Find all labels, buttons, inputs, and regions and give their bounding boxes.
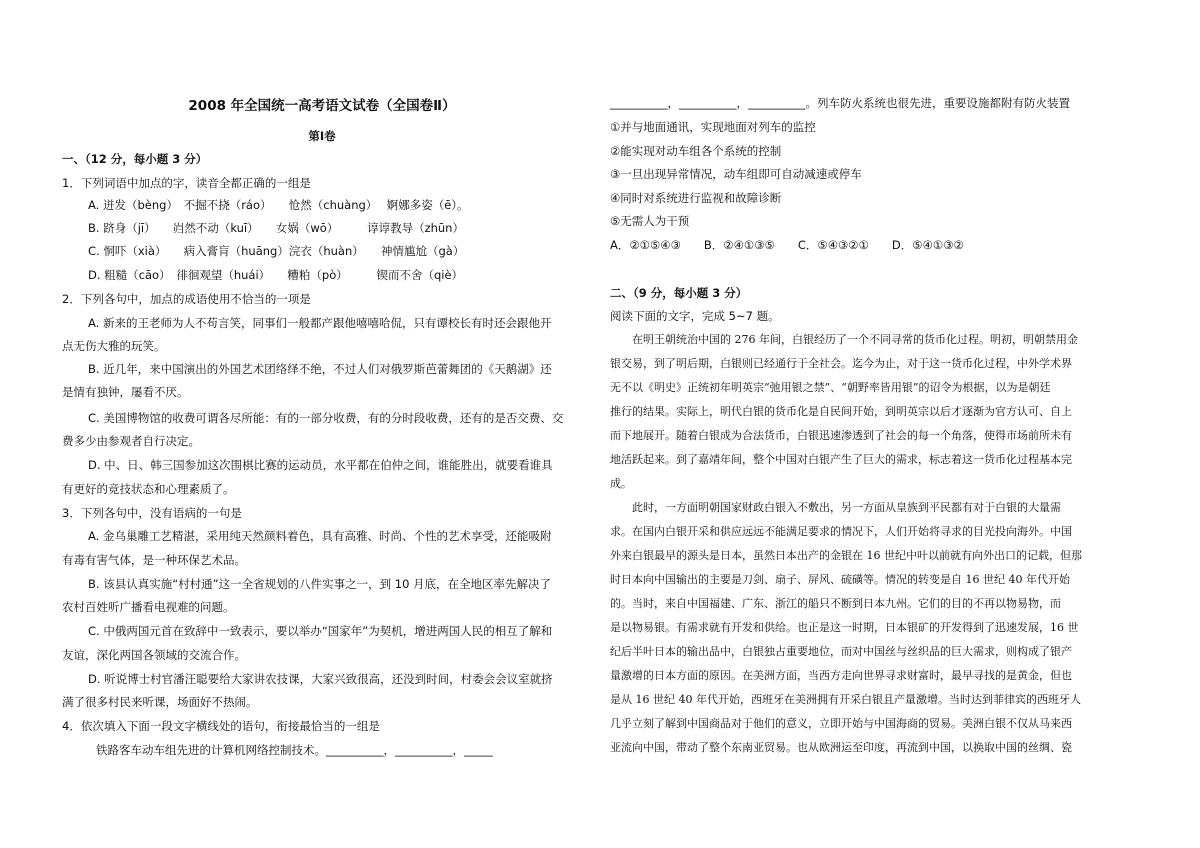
paragraph-line: 在明王朝统治中国的 276 年间，白银经历了一个不同寻常的货币化过程。明初，明朝禁用金: [610, 333, 1078, 346]
question-3-option-a-line1: A. 金乌巢雕工艺精湛，采用纯天然颜料着色，具有高雅、时尚、个性的艺术享受，还能吸附: [88, 529, 552, 543]
paragraph-line: 时日本向中国输出的主要是刀剑、扇子、屏风、硫磺等。情况的转变是自 16 世纪 40 年代开始: [610, 573, 1070, 586]
paragraph-line: 几乎立刻了解到中国商品对于他们的意义，立即开始与中国海商的贸易。美洲白银不仅从马来西: [610, 717, 1072, 730]
reading-intro: 阅读下面的文字，完成 5~7 题。: [610, 309, 780, 323]
question-3-option-b-line1: B. 该县认真实施“村村通”这一全省规划的八件实事之一，到 10 月底，在全地区率先解决了: [88, 577, 552, 591]
question-3-option-b-line2: 农村百姓听广播看电视难的问题。: [62, 600, 235, 614]
question-2-option-b-line1: B. 近几年，来中国演出的外国艺术团络绎不绝，不过人们对俄罗斯芭蕾舞团的《天鹅湖》还: [88, 362, 552, 376]
volume-label: 第Ⅰ卷: [308, 129, 336, 143]
option-3: ③一旦出现异常情况，动车组即可自动减速或停车: [610, 167, 862, 181]
paragraph-line: 成。: [610, 477, 632, 490]
question-2-option-a-line2: 点无伤大雅的玩笑。: [62, 339, 166, 353]
paragraph-line: 地活跃起来。到了嘉靖年间，整个中国对白银产生了巨大的需求，标志着这一货币化过程基本完: [610, 453, 1072, 466]
question-1-option-b: B. 跻身（jī） 岿然不动（kuī） 女娲（wō） 谆谆教导（zhūn）: [88, 221, 464, 235]
option-5: ⑤无需人为干预: [610, 214, 690, 228]
option-2: ②能实现对动车组各个系统的控制: [610, 144, 782, 158]
question-3-option-d-line1: D. 听说博士村官潘汪聪要给大家讲农技课，大家兴致很高，还没到时间，村委会会议室就挤: [88, 672, 553, 686]
paragraph-line: 纪后半叶日本的输出品中，白银独占重要地位，而对中国丝与丝织品的巨大需求，则构成了银产: [610, 645, 1072, 658]
paragraph-line: 推行的结果。实际上，明代白银的货币化是自民间开始，到明英宗以后才逐渐为官方认可、自上: [610, 405, 1072, 418]
option-1: ①并与地面通讯，实现地面对列车的监控: [610, 120, 816, 134]
paragraph-line: 量激增的日本方面的原因。在美洲方面，当西方走向世界寻求财富时，最早寻找的是黄金，但也: [610, 669, 1072, 682]
section-2-heading: 二、（9 分，每小题 3 分）: [610, 286, 748, 300]
question-4: 4．依次填入下面一段文字横线处的语句，衔接最恰当的一组是: [62, 719, 380, 733]
question-1: 1．下列词语中加点的字，读音全都正确的一组是: [62, 176, 311, 190]
question-2-option-a-line1: A. 新来的王老师为人不苟言笑，同事们一般都产跟他嘻嘻哈侃，只有谭校长有时还会跟他开: [88, 316, 552, 330]
question-3-option-d-line2: 满了很多村民来听课，场面好不热闹。: [62, 695, 258, 709]
question-1-option-c: C. 恫吓（xià） 病入膏肓（huāng）浣衣（huàn） 神情尴尬（gà）: [88, 244, 465, 258]
paragraph-line: 的。当时，来自中国福建、广东、浙江的船只不断到日本九州。它们的目的不再以物易物，而: [610, 597, 1061, 610]
question-1-option-a: A. 迸发（bèng） 不掘不挠（ráo） 怆然（chuàng） 婀娜多姿（ē）。: [88, 198, 469, 212]
question-1-option-d: D. 粗糙（cāo） 徘徊观望（huái） 糟粕（pò） 锲而不舍（qiè）: [88, 268, 464, 282]
paragraph-line: 是以物易银。有需求就有开发和供给。也正是这一时期，日本银矿的开发得到了迅速发展，16 世: [610, 621, 1079, 634]
paragraph-line: 此时，一方面明朝国家财政白银入不敷出，另一方面从皇族到平民都有对于白银的大量需: [610, 501, 1061, 514]
paragraph-line: 亚流向中国，带动了整个东南亚贸易。也从欧洲运至印度，再流到中国，以换取中国的丝绸、瓷: [610, 741, 1072, 754]
question-4-passage: 铁路客车动车组先进的计算机网络控制技术。__________，__________，_____: [96, 743, 493, 757]
question-3: 3．下列各句中，没有语病的一句是: [62, 506, 242, 520]
paragraph-line: 银交易，到了明后期，白银则已经通行于全社会。迄今为止，对于这一货币化过程，中外学术界: [610, 357, 1072, 370]
question-3-option-c-line2: 友谊，深化两国各领域的交流合作。: [62, 648, 246, 662]
page-title: 2008 年全国统一高考语文试卷（全国卷Ⅱ）: [188, 98, 456, 114]
section-1-heading: 一、（12 分，每小题 3 分）: [62, 152, 208, 166]
question-2: 2．下列各句中，加点的成语使用不恰当的一项是: [62, 292, 311, 306]
paragraph-line: 是从 16 世纪 40 年代开始，西班牙在美洲拥有开采白银且产量激增。当时达到菲律宾的西班牙人: [610, 693, 1081, 706]
question-3-option-c-line1: C. 中俄两国元首在致辞中一致表示，要以举办“国家年”为契机，增进两国人民的相互了解和: [88, 624, 553, 638]
paragraph-line: 外来白银最早的源头是日本，虽然日本出产的金银在 16 世纪中叶以前就有向外出口的记载，但那: [610, 549, 1082, 562]
paragraph-line: 无不以《明史》正统初年明英宗“弛用银之禁”、“朝野率皆用银”的诏令为根据，以为是朝廷: [610, 381, 1051, 394]
question-2-option-d-line2: 有更好的竞技状态和心理素质了。: [62, 482, 235, 496]
question-2-option-c-line1: C. 美国博物馆的收费可谓各尽所能：有的一部分收费，有的分时段收费，还有的是否交费、交: [88, 411, 564, 425]
question-2-option-b-line2: 是情有独钟，屡看不厌。: [62, 385, 189, 399]
paragraph-line: 求。在国内白银开采和供应远远不能满足要求的情况下，人们开始将寻求的目光投向海外。中国: [610, 525, 1072, 538]
question-4-answers: A．②①⑤④③ B．②④①③⑤ C．⑤④③②① D．⑤④①③②: [610, 238, 964, 252]
question-4-passage-cont: __________，__________，__________。列车防火系统也很先进，重要设施都附有防火装置: [610, 96, 1070, 110]
question-2-option-c-line2: 费多少由参观者自行决定。: [62, 434, 200, 448]
option-4: ④同时对系统进行监视和故障诊断: [610, 191, 782, 205]
paragraph-line: 而下地展开。随着白银成为合法货币，白银迅速渗透到了社会的每一个角落，使得市场前所未有: [610, 429, 1072, 442]
question-2-option-d-line1: D. 中、日、韩三国参加这次围棋比赛的运动员，水平都在伯仲之间，谁能胜出，就要看谁具: [88, 458, 553, 472]
question-3-option-a-line2: 有毒有害气体，是一种环保艺术品。: [62, 553, 246, 567]
